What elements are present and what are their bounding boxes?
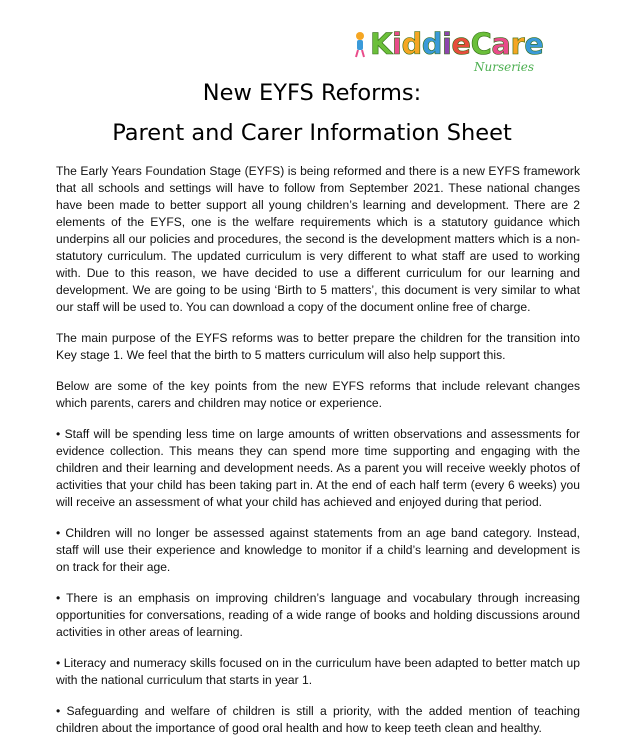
bullet-literacy-numeracy: • Literacy and numeracy skills focused on in the curriculum have been adapted to better match up with the national curriculum that starts in year 1.	[56, 656, 580, 687]
document-body	[56, 163, 580, 737]
page-title-line-2: Parent and Carer Information Sheet	[112, 120, 512, 146]
paragraph-purpose: The main purpose of the EYFS reforms was to better prepare the children for the transition into Key stage 1. We feel that the birth to 5 matters curriculum will also help support this.	[56, 331, 580, 362]
page-title-line-1: New EYFS Reforms:	[202, 80, 422, 106]
logo-brand-text: KiddieCare	[370, 27, 544, 61]
paragraph-key-points-intro: Below are some of the key points from the new EYFS reforms that include relevant changes which parents, carers and children may notice or experience.	[56, 379, 580, 410]
logo-subtitle-text: Nurseries	[474, 60, 535, 74]
bullet-observations: • Staff will be spending less time on large amounts of written observations and assessments for evidence collection. This means they can spend more time supporting and engaging with the children and their learning and development needs. As a parent you will receive weekly photos of activities that your child has been taking part in. At the end of each half term (every 6 weeks) you will receive an assessment of what your child has achieved and enjoyed during that period.	[56, 427, 580, 509]
kiddiecare-logo	[352, 24, 584, 74]
paragraph-intro: The Early Years Foundation Stage (EYFS) is being reformed and there is a new EYFS framework that all schools and settings will have to follow from September 2021. These national changes have been made to better support all young children’s learning and development. There are 2 elements of the EYFS, one is the welfare requirements which is a statutory guidance which underpins all our policies and procedures, the second is the development matters which is a non-statutory curriculum. The updated curriculum is very different to what staff are used to working with. Due to this reason, we have decided to use a different curriculum for our learning and development. We are going to be using ‘Birth to 5 matters’, this document is very similar to what our staff will be used to. You can download a copy of the document online free of charge.	[56, 164, 580, 314]
bullet-safeguarding: • Safeguarding and welfare of children is still a priority, with the added mention of teaching children about the importance of good oral health and how to keep teeth clean and healthy.	[56, 704, 580, 735]
bullet-language: • There is an emphasis on improving children’s language and vocabulary through increasing opportunities for conversations, reading of a wide range of books and holding discussions around activities in other areas of learning.	[56, 591, 580, 639]
bullet-age-band: • Children will no longer be assessed against statements from an age band category. Instead, staff will use their experience and knowledge to monitor if a child’s learning and development is on track for their age.	[56, 526, 580, 574]
child-figure-icon	[356, 32, 364, 57]
